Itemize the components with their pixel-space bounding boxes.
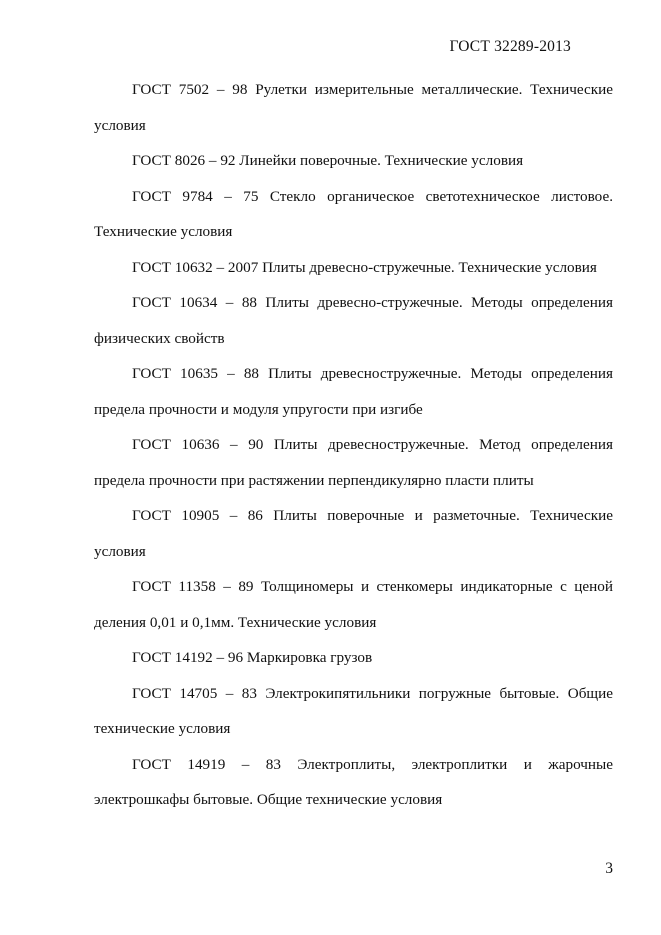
page-number: 3 — [605, 860, 613, 877]
reference-entry-gost-7502: ГОСТ 7502 – 98 Рулетки измерительные металлические. Технические условия — [94, 81, 613, 134]
normative-references-list — [94, 72, 613, 818]
reference-entry-gost-10636: ГОСТ 10636 – 90 Плиты древесностружечные. Метод определения предела прочности при растяжении перпендикулярно пласти плиты — [94, 436, 613, 489]
document-code-header: ГОСТ 32289-2013 — [449, 38, 571, 55]
reference-entry-gost-14705: ГОСТ 14705 – 83 Электрокипятильники погружные бытовые. Общие технические условия — [94, 684, 613, 737]
reference-entry-gost-11358: ГОСТ 11358 – 89 Толщиномеры и стенкомеры индикаторные с ценой деления 0,01 и 0,1мм. Технические условия — [94, 578, 613, 631]
reference-entry-gost-14192: ГОСТ 14192 – 96 Маркировка грузов — [132, 649, 373, 666]
reference-entry-gost-10635: ГОСТ 10635 – 88 Плиты древесностружечные. Методы определения предела прочности и модуля упругости при изгибе — [94, 365, 613, 418]
reference-entry-gost-9784: ГОСТ 9784 – 75 Стекло органическое светотехническое листовое. Технические условия — [94, 187, 613, 240]
reference-entry-gost-10632: ГОСТ 10632 – 2007 Плиты древесно-стружечные. Технические условия — [132, 258, 597, 276]
reference-entry-gost-14919: ГОСТ 14919 – 83 Электроплиты, электроплитки и жарочные электрошкафы бытовые. Общие технические условия — [94, 755, 613, 808]
reference-entry-gost-10905: ГОСТ 10905 – 86 Плиты поверочные и разметочные. Технические условия — [94, 507, 613, 560]
reference-entry-gost-10634: ГОСТ 10634 – 88 Плиты древесно-стружечные. Методы определения физических свойств — [94, 294, 613, 347]
reference-entry-gost-8026: ГОСТ 8026 – 92 Линейки поверочные. Технические условия — [132, 152, 524, 169]
